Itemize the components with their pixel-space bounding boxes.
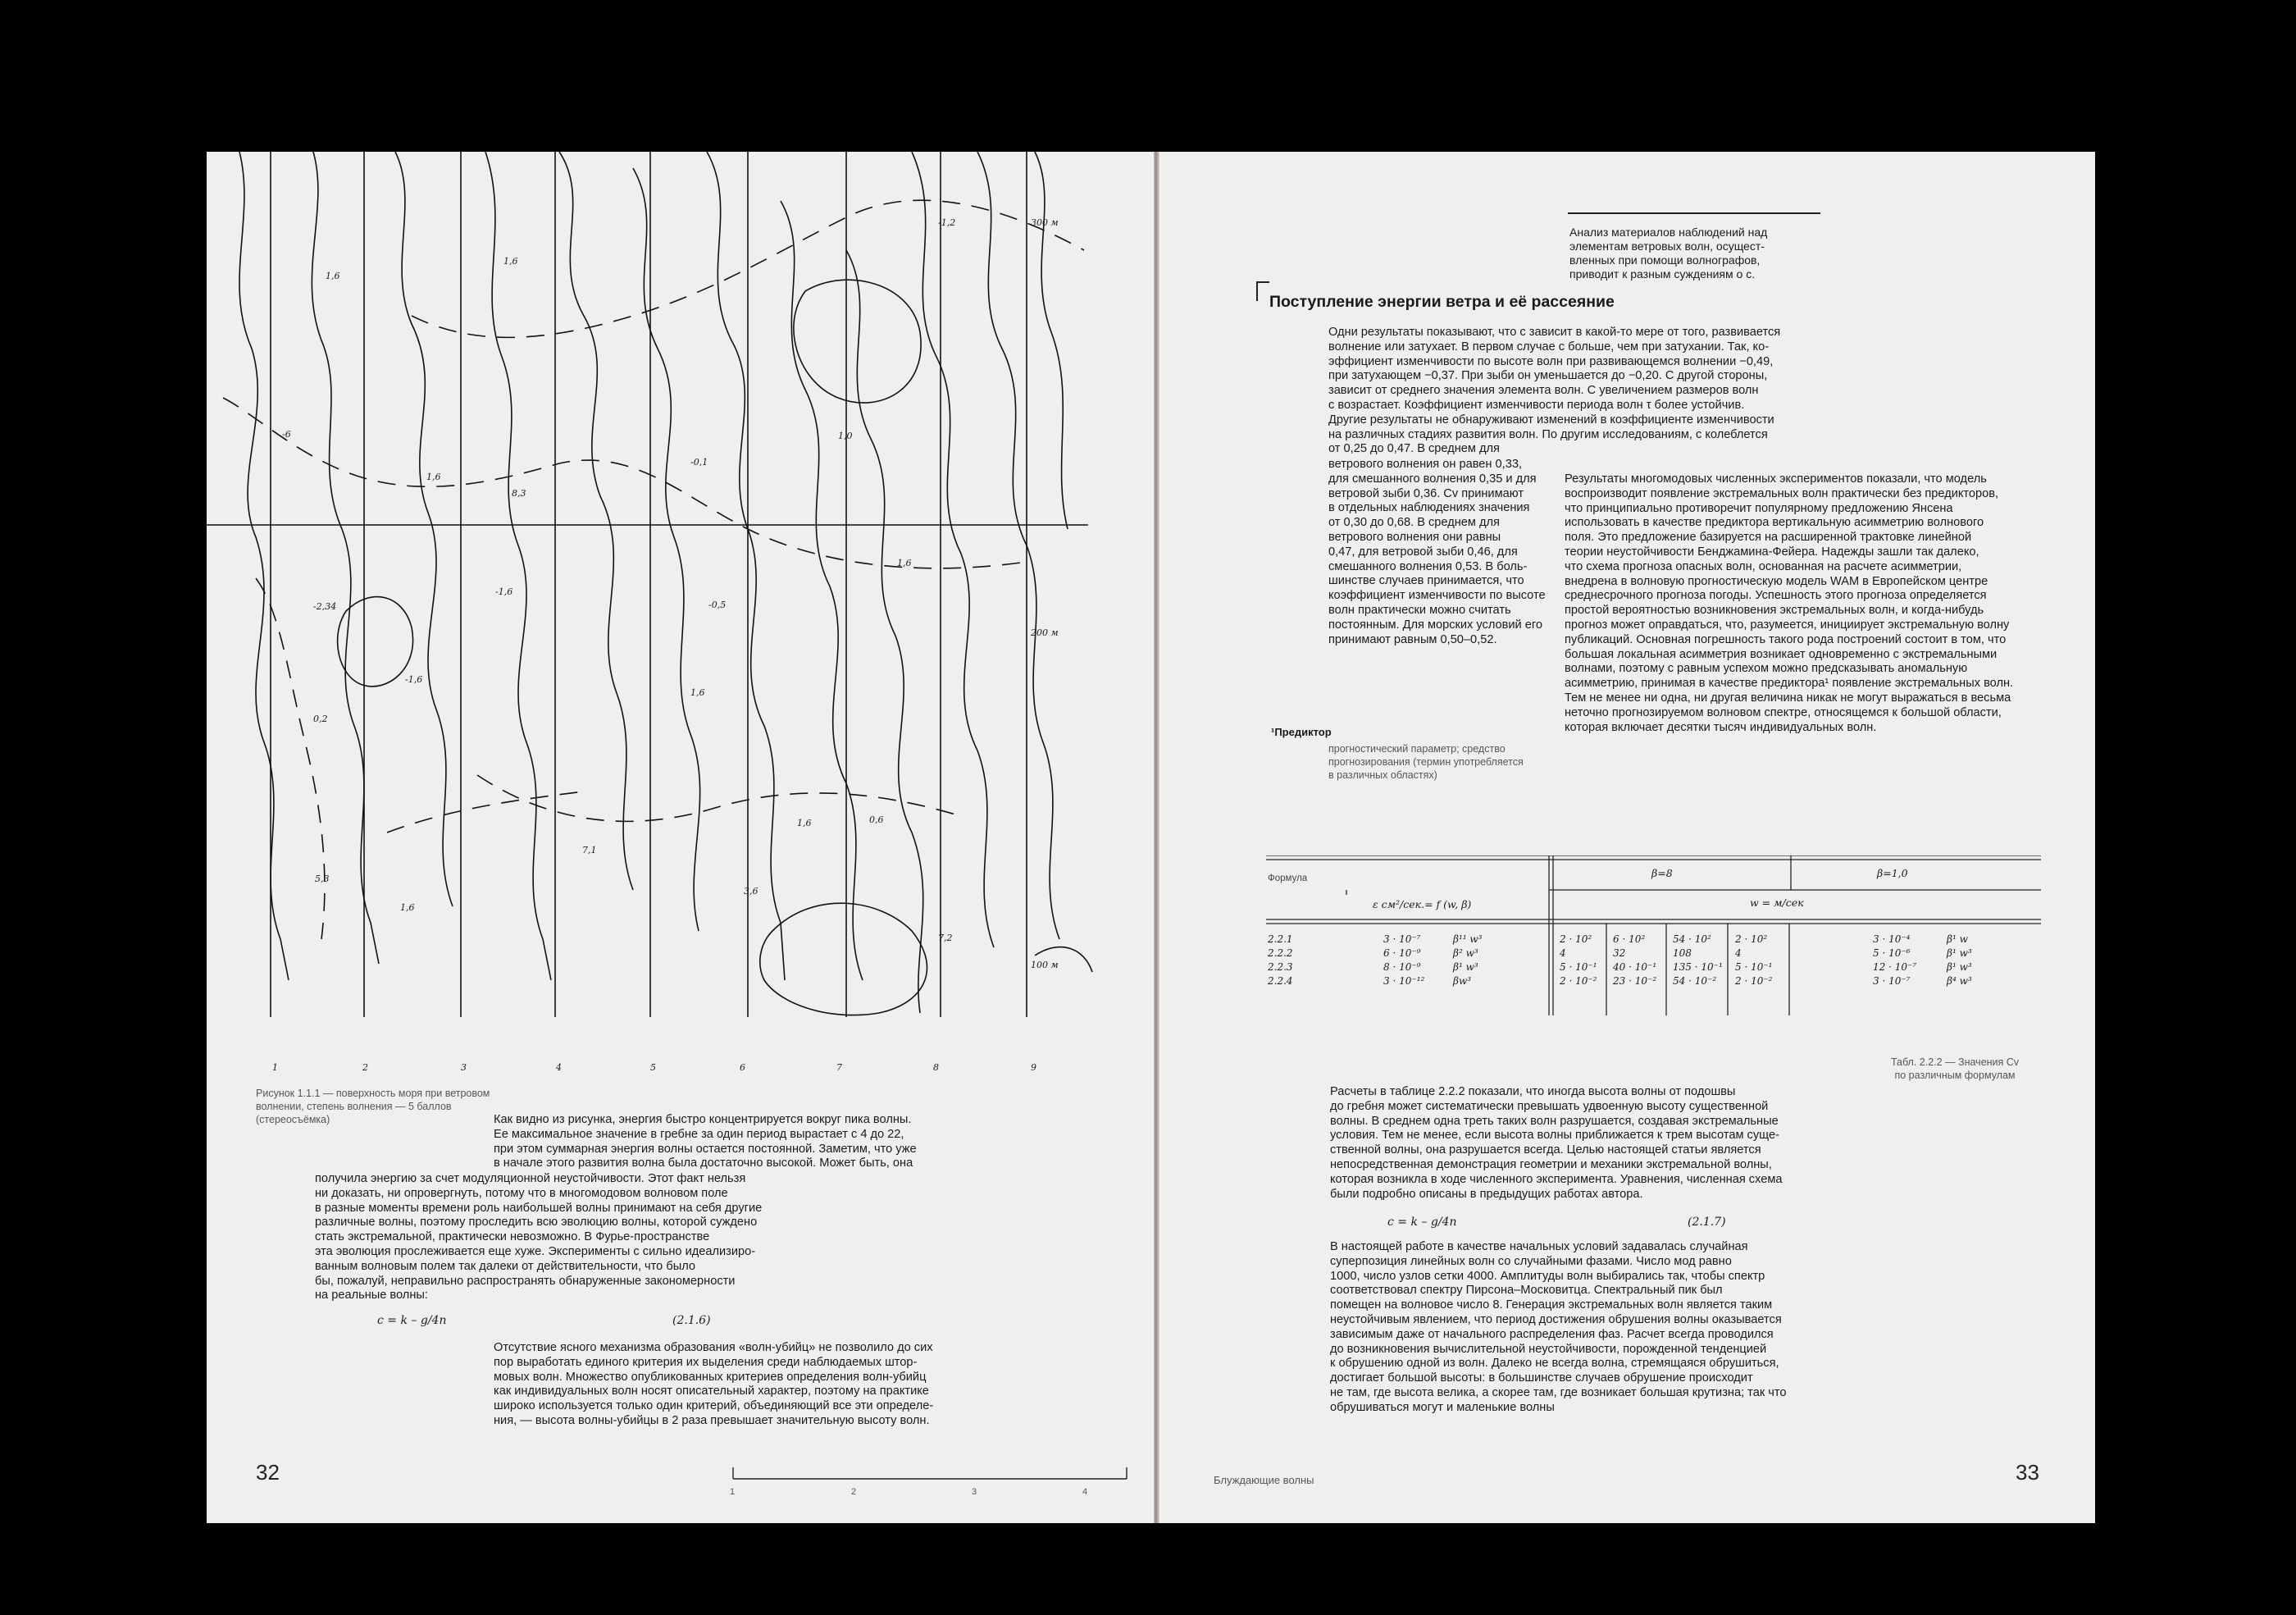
figure-label: 1,6 [400,902,415,913]
heading-rule [1256,281,1269,283]
table-cell: 2 · 10² [1735,933,1768,945]
paragraph: Расчеты в таблице 2.2.2 показали, что иногда высота волны от подошвы до гребня может систематически превышать удвоенную высоту существенной волны. В среднем одна треть таких волн разрушается, создавая экстремальные условия. Тем не менее, если высота волны приближается к трем высотам суще- ственной волны, она разрушается всегда. Целью настоящей статьи является непосредственная демонстрация геометрии и механики экстремальной волны, которая возникла в ходе численного эксперимента. Уравнения, численная схема были подробно описаны в предыдущих работах автора. [1330,1085,1783,1201]
figure-label: 1,6 [690,687,705,698]
ruler-label: 1 [730,1487,736,1497]
formula: c = k – g/4n [377,1314,447,1327]
table-cell: β¹ w³ [1947,947,1972,959]
table-cell: 54 · 10² [1673,933,1711,945]
table-cell: 4 [1560,947,1566,959]
table-cell: β¹ w³ [1947,961,1972,973]
table-cell: β⁴ w³ [1947,975,1972,987]
column-number: 5 [650,1062,656,1073]
paragraph: Как видно из рисунка, энергия быстро концентрируется вокруг пика волны. Ее максимальное значение в гребне за один период вырастает с 4 до 22, при этом суммарная энергия волны остается постоянной. Заметим, что уже в начале этого развития волна была достаточно высокой. Может быть, она [494,1113,917,1170]
table-cell: 135 · 10⁻¹ [1673,961,1723,973]
table-cell: β¹¹ w³ [1453,933,1483,945]
column-number: 4 [556,1062,562,1073]
figure-label: 0,6 [869,814,884,825]
figure-label: 5,3 [315,874,330,884]
table-cell: 3 · 10⁻⁴ [1873,933,1911,945]
table-cell: 3 · 10⁻⁷ [1873,975,1911,987]
figure-label: 0,2 [313,714,328,724]
table-column [1560,933,1597,988]
table-header: β=8 [1651,867,1673,879]
column-number: 1 [272,1062,278,1073]
table-cell: 12 · 10⁻⁷ [1873,961,1917,973]
paragraph: Отсутствие ясного механизма образования «волн-убийц» не позволило до сих пор выработать единого критерия их выделения среди наблюдаемых штор- мовых волн. Множество опубликованных критериев определения волн-убийц как индивидуальных волн носят описательный характер, поэтому на практике широко используется только один критерий, объединяющий все эти определе- ния, — высота волны-убийцы в 2 раза превышает значительную высоту волн. [494,1341,934,1427]
table-cell: 2.2.3 [1268,961,1293,973]
wave-surface-figure [207,152,1154,1095]
table-cell: 2.2.2 [1268,947,1293,959]
table-column [1873,933,1916,988]
table-cell: 54 · 10⁻² [1673,975,1717,987]
column-number: 9 [1031,1062,1036,1073]
column-number: 3 [461,1062,467,1073]
figure-caption: Рисунок 1.1.1 — поверхность моря при ветровом волнении, степень волнения — 5 баллов (стереосъёмка) [256,1088,490,1125]
figure-label: 7,1 [582,845,597,855]
page-number: 33 [2016,1460,2039,1485]
table-column [1383,933,1424,988]
paragraph: Одни результаты показывают, что c зависит в какой-то мере от того, развивается волнение или затухает. В первом случае c больше, чем при затухании. Так, ко- эффициент изменчивости по высоте волн при развивающемся волнении −0,49, при затухающем −0,37. При зыби он уменьшается до −0,20. С другой стороны, зависит от среднего значения элемента волн. С увеличением размеров волн c возрастает. Коэффициент изменчивости периода волн τ более устойчив. Другие результаты не обнаруживают изменений в коэффициенте изменчивости на различных стадиях развития волн. По другим исследованиям, c колеблется от 0,25 до 0,47. В среднем для [1328,326,1781,456]
figure-label: 1,0 [838,431,853,441]
figure-label: -1,6 [405,674,423,685]
table-cell: 32 [1613,947,1626,959]
table-column [1453,933,1482,988]
table-cell: 3 · 10⁻⁷ [1383,933,1421,945]
ruler-label: 4 [1082,1487,1088,1497]
figure-label: -2,34 [313,601,337,612]
figure-label: -6 [282,429,291,440]
heading-rule [1256,281,1258,301]
left-page [207,152,1154,1523]
figure-label: 1,6 [797,818,812,828]
table-header: Формула [1268,874,1308,883]
table-cell: 6 · 10² [1613,933,1646,945]
page-number: 32 [256,1460,280,1485]
running-title: Блуждающие волны [1214,1474,1314,1486]
formula-number: (2.1.6) [672,1314,711,1327]
table-cell: 2.2.1 [1268,933,1293,945]
scale-label: 200 м [1031,627,1059,638]
table-cell: 4 [1735,947,1742,959]
table-cell: 2 · 10⁻² [1735,975,1773,987]
table-cell: β² w³ [1453,947,1478,959]
figure-label: -1,6 [495,586,513,597]
paragraph: В настоящей работе в качестве начальных условий задавалась случайная суперпозиция линейных волн со случайными фазами. Число мод равно 1000, число узлов сетки 4000. Амплитуды волн выбирались так, чтобы спектр соответствовал спектру Пирсона–Московитца. Спектральный пик был помещен на волновое число 8. Генерация экстремальных волн является таким неустойчивым явлением, что период достижения обрушения волны оказывается зависимым даже от начального распределения фаз. Расчет всегда проводился до возникновения вычислительной неустойчивости, порожденной тенденцией к обрушению одной из волн. Далеко не всегда волна, стремящаяся обрушиться, достигает большой высоты: в большинстве случаев обрушение происходит не там, где высота велика, а скорее там, где возникает большая крутизна; так что обрушиваться могут и маленькие волны [1330,1240,1787,1414]
right-page [1159,152,2095,1523]
column-number: 8 [933,1062,939,1073]
paragraph-column: ветрового волнения он равен 0,33, для смешанного волнения 0,35 и для ветровой зыби 0,36. Cv принимают в отдельных наблюдениях значения от 0,30 до 0,68. В среднем для ветрового волнения они равны 0,47, для ветровой зыби 0,46, для смешанного волнения 0,53. В боль- шинстве случаев принимается, что коэффициент изменчивости по высоте волн практически можно считать постоянным. Для морских условий его принимают равным 0,50–0,52. [1328,458,1546,646]
table-column [1735,933,1773,988]
ruler-label: 3 [972,1487,977,1497]
table-header: ε см²/сек.= f (w, β) [1373,898,1472,910]
paragraph-column: Результаты многомодовых численных экспериментов показали, что модель воспроизводит появление экстремальных волн практически без предикторов, что принципиально противоречит популярному предложению Янсена использовать в качестве предиктора вертикальную асимметрию волнового поля. Это предложение базируется на расширенной трактовке линейной теории неустойчивости Бенджамина-Фейера. Надежды зашли так далеко, что схема прогноза опасных волн, основанная на расчете асимметрии, внедрена в волновую прогностическую модель WAM в Европейском центре среднесрочного прогноза погоды. Успешность этого прогноза определяется простой вероятностью возникновения экстремальных волн, и когда-нибудь прогноз может оправдаться, что, разумеется, инициирует экстремальную волну публикаций. Основная погрешность такого рода построений состоит в том, что большая локальная асимметрия возникает одновременно с экстремальными волнами, поэтому с равным успехом можно предсказывать аномальную асимметрию, принимая в качестве предиктора¹ появление экстремальных волн. Тем не менее ни одна, ни другая величина никак не могут выражаться в весьма неточно прогнозируемом волновом спектре, относящемся к большой области, которая включает десятки тысяч индивидуальных волн. [1565,472,2014,734]
ruler [731,1464,1141,1485]
table-column [1613,933,1656,988]
figure-label: 3,6 [744,886,758,896]
column-number: 7 [836,1062,842,1073]
book-gutter [1154,152,1159,1523]
footnote-title: ¹Предиктор [1271,726,1332,738]
figure-label: 7,2 [938,933,953,943]
table-cell: 3 · 10⁻¹² [1383,975,1425,987]
formula: c = k – g/4n [1387,1216,1457,1229]
table-cell: 8 · 10⁻⁹ [1383,961,1421,973]
table-cell: 6 · 10⁻⁹ [1383,947,1421,959]
figure-label: -0,1 [690,457,708,468]
table-column [1947,933,1972,988]
table-column [1673,933,1723,988]
scale-label: 300 м [1031,217,1059,228]
table-cell: β¹ w [1947,933,1968,945]
paragraph: получила энергию за счет модуляционной неустойчивости. Этот факт нельзя ни доказать, ни опровергнуть, потому что в многомодовом волновом поле в разные моменты времени роль наибольшей волны принимают на себя другие различные волны, поэтому проследить всю эволюцию волны, которой суждено стать экстремальной, практически невозможно. В Фурье-пространстве эта эволюция прослеживается еще хуже. Эксперименты с сильно идеализиро- ванным волновым полем так далеки от действительности, что было бы, пожалуй, неправильно распространять обнаруженные закономерности на реальные волны: [315,1172,763,1302]
figure-label: 1,6 [426,472,441,482]
table-cell: 5 · 10⁻⁶ [1873,947,1911,959]
table-cell: 5 · 10⁻¹ [1735,961,1773,973]
figure-label: 8,3 [512,488,526,499]
table-cell: 108 [1673,947,1692,959]
figure-label: -0,5 [708,600,727,610]
table-header: w = м/сек [1750,896,1804,909]
column-number: 2 [362,1062,368,1073]
figure-label: 1,6 [897,558,912,568]
table-cell: 5 · 10⁻¹ [1560,961,1597,973]
formula-number: (2.1.7) [1688,1216,1726,1229]
table-cell: 40 · 10⁻¹ [1613,961,1657,973]
sidenote-rule [1568,212,1820,214]
column-number: 6 [740,1062,745,1073]
sidenote: Анализ материалов наблюдений над элементам ветровых волн, осущест- вленных при помощи волнографов, приводит к разным суждениям о c. [1569,226,1768,281]
figure-label: -1,2 [938,217,956,228]
figure-label: 1,6 [503,256,518,267]
figure-label: 1,6 [326,271,340,281]
footnote-text: прогностический параметр; средство прогнозирования (термин употребляется в различных областях) [1328,743,1524,781]
table-cell: 23 · 10⁻² [1613,975,1657,987]
scale-label: 100 м [1031,960,1059,970]
table-cell: β¹ w³ [1453,961,1478,973]
table-header: β=1,0 [1877,867,1908,879]
table-cell: 2 · 10⁻² [1560,975,1597,987]
table-cell: 2 · 10² [1560,933,1592,945]
ruler-label: 2 [851,1487,857,1497]
table-cell: 2.2.4 [1268,975,1293,987]
section-heading: Поступление энергии ветра и её рассеяние [1269,293,1615,311]
table-caption: Табл. 2.2.2 — Значения Cv по различным формулам [1890,1056,2020,1081]
table-cell: βw³ [1453,975,1472,987]
table-column [1268,933,1293,988]
